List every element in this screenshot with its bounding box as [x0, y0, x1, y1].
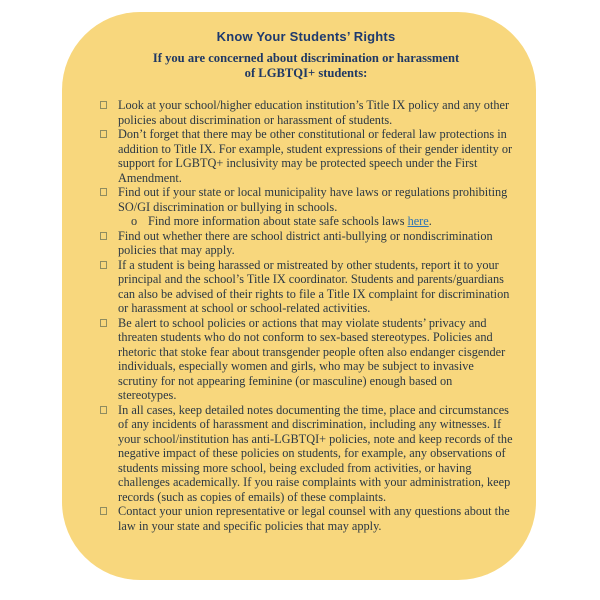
checkbox-icon — [100, 130, 107, 138]
checklist-item-text: Look at your school/higher education institution’s Title IX policy and any other policies about discrimination or harassment of students. — [118, 98, 510, 127]
checklist — [99, 98, 513, 533]
flyer-card — [62, 12, 536, 580]
checkbox-icon — [100, 232, 107, 240]
subtitle-line-2: of LGBTQI+ students: — [244, 66, 368, 80]
checklist-item — [99, 127, 513, 185]
checklist-item-text: Don’t forget that there may be other constitutional or federal law protections in addition to Title IX. For example, student expressions of their gender identity or support for LGBTQ+ inclusivity may be protected speech under the First Amendment. — [118, 127, 513, 185]
subtitle — [99, 51, 513, 81]
checkbox-icon — [100, 261, 107, 269]
checklist-item — [99, 258, 513, 316]
checklist-item-text: Find out whether there are school district anti-bullying or nondiscrimination policies that may apply. — [118, 228, 493, 257]
checklist-item-text: In all cases, keep detailed notes documenting the time, place and circumstances of any incidents of harassment and discrimination, including any witnesses. If your school/institution has anti-LGBTQI+ policies, note and keep records of the negative impact of these policies on students, for example, any observations of students missing more school, being excluded from activities, or having challenges academically. If you raise complaints with your administration, keep records (such as copies of emails) of these complaints. — [118, 402, 513, 504]
sub-item-text-suffix: . — [428, 214, 432, 228]
checklist-item — [99, 229, 513, 258]
checklist-item — [99, 504, 513, 533]
checklist-item-text: If a student is being harassed or mistreated by other students, report it to your principal and the school’s Title IX coordinator. Students and parents/guardians can also be advised of their rights to file a Title IX complaint for discrimination or harassment at school or school-related activities. — [118, 257, 510, 315]
subtitle-line-1: If you are concerned about discrimination or harassment — [152, 51, 460, 65]
checklist-item-text: Find out if your state or local municipality have laws or regulations prohibiting SO/GI discrimination or bullying in schools. — [118, 185, 508, 214]
checklist-item — [99, 316, 513, 403]
checklist-item-text: Be alert to school policies or actions that may violate students’ privacy and threaten students who do not conform to sex-based stereotypes. Policies and rhetoric that stoke fear about transgender people often also endanger cisgender individuals, especially women and girls, who may be subject to invasive scrutiny for not appearing feminine (or masculine) enough based on stereotypes. — [118, 315, 506, 402]
checklist-item-text: Contact your union representative or legal counsel with any questions about the law in your state and specific policies that may apply. — [118, 504, 510, 533]
page-title: Know Your Students’ Rights — [216, 29, 396, 44]
sub-item-text: Find more information about state safe schools laws — [148, 214, 408, 228]
checklist-item — [99, 185, 513, 229]
checklist-sub-item — [118, 214, 513, 229]
checkbox-icon — [100, 507, 107, 515]
checkbox-icon — [100, 101, 107, 109]
sub-bullet-marker: o — [131, 214, 138, 228]
safe-schools-laws-link[interactable]: here — [407, 214, 429, 228]
checkbox-icon — [100, 319, 107, 327]
checkbox-icon — [100, 406, 107, 414]
checkbox-icon — [100, 188, 107, 196]
checklist-item — [99, 98, 513, 127]
checklist-item — [99, 403, 513, 505]
